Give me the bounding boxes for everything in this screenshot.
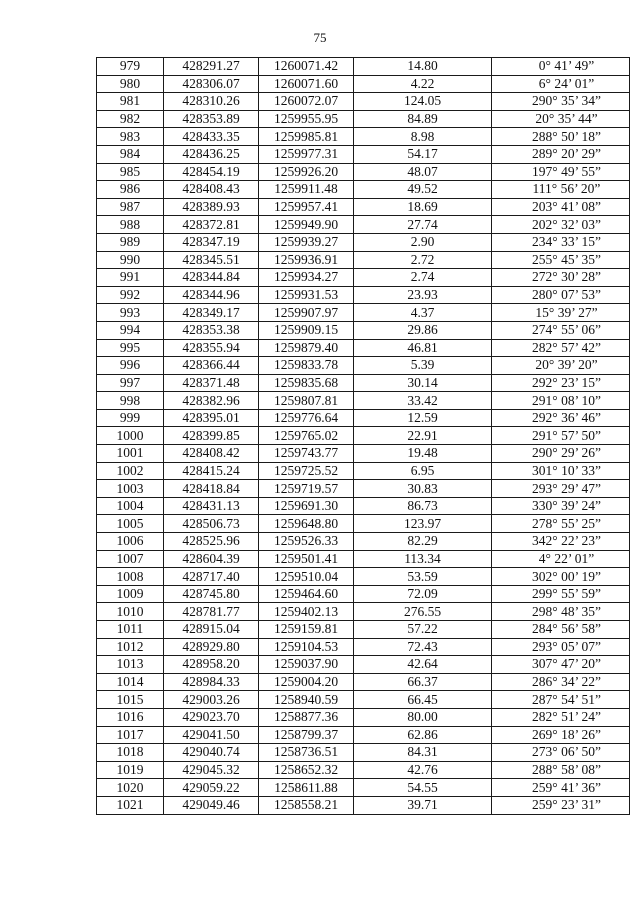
point-number-cell: 1008 (97, 568, 164, 586)
point-number-cell: 996 (97, 357, 164, 375)
x-coordinate-cell: 428415.24 (164, 462, 259, 480)
distance-cell: 46.81 (354, 339, 492, 357)
y-coordinate-cell: 1260072.07 (259, 93, 354, 111)
table-row (97, 480, 630, 498)
table-row (97, 533, 630, 551)
point-number-cell: 985 (97, 163, 164, 181)
y-coordinate-cell: 1258558.21 (259, 796, 354, 814)
y-coordinate-cell: 1259464.60 (259, 585, 354, 603)
bearing-angle-cell: 292° 23’ 15” (492, 374, 630, 392)
bearing-angle-cell: 288° 58’ 08” (492, 761, 630, 779)
y-coordinate-cell: 1259879.40 (259, 339, 354, 357)
table-row (97, 497, 630, 515)
point-number-cell: 1017 (97, 726, 164, 744)
point-number-cell: 1019 (97, 761, 164, 779)
y-coordinate-cell: 1259765.02 (259, 427, 354, 445)
point-number-cell: 1001 (97, 445, 164, 463)
distance-cell: 86.73 (354, 497, 492, 515)
coordinates-table-body (97, 58, 630, 815)
x-coordinate-cell: 428371.48 (164, 374, 259, 392)
x-coordinate-cell: 428395.01 (164, 409, 259, 427)
point-number-cell: 995 (97, 339, 164, 357)
distance-cell: 42.64 (354, 656, 492, 674)
y-coordinate-cell: 1258877.36 (259, 708, 354, 726)
point-number-cell: 997 (97, 374, 164, 392)
bearing-angle-cell: 278° 55’ 25” (492, 515, 630, 533)
bearing-angle-cell: 20° 35’ 44” (492, 110, 630, 128)
x-coordinate-cell: 429045.32 (164, 761, 259, 779)
x-coordinate-cell: 428984.33 (164, 673, 259, 691)
y-coordinate-cell: 1259648.80 (259, 515, 354, 533)
point-number-cell: 982 (97, 110, 164, 128)
table-row (97, 75, 630, 93)
point-number-cell: 991 (97, 269, 164, 287)
point-number-cell: 998 (97, 392, 164, 410)
point-number-cell: 1006 (97, 533, 164, 551)
x-coordinate-cell: 428408.42 (164, 445, 259, 463)
y-coordinate-cell: 1259939.27 (259, 233, 354, 251)
x-coordinate-cell: 428436.25 (164, 145, 259, 163)
table-row (97, 233, 630, 251)
distance-cell: 53.59 (354, 568, 492, 586)
y-coordinate-cell: 1259501.41 (259, 550, 354, 568)
bearing-angle-cell: 298° 48’ 35” (492, 603, 630, 621)
table-row (97, 445, 630, 463)
y-coordinate-cell: 1259931.53 (259, 286, 354, 304)
distance-cell: 49.52 (354, 181, 492, 199)
point-number-cell: 986 (97, 181, 164, 199)
page-number: 75 (313, 30, 327, 45)
x-coordinate-cell: 428353.38 (164, 321, 259, 339)
point-number-cell: 1021 (97, 796, 164, 814)
table-row (97, 673, 630, 691)
bearing-angle-cell: 269° 18’ 26” (492, 726, 630, 744)
bearing-angle-cell: 273° 06’ 50” (492, 744, 630, 762)
bearing-angle-cell: 259° 41’ 36” (492, 779, 630, 797)
bearing-angle-cell: 259° 23’ 31” (492, 796, 630, 814)
y-coordinate-cell: 1259691.30 (259, 497, 354, 515)
y-coordinate-cell: 1259911.48 (259, 181, 354, 199)
bearing-angle-cell: 0° 41’ 49” (492, 58, 630, 76)
y-coordinate-cell: 1259526.33 (259, 533, 354, 551)
x-coordinate-cell: 428399.85 (164, 427, 259, 445)
bearing-angle-cell: 202° 32’ 03” (492, 216, 630, 234)
point-number-cell: 1003 (97, 480, 164, 498)
x-coordinate-cell: 428431.13 (164, 497, 259, 515)
table-row (97, 726, 630, 744)
point-number-cell: 1005 (97, 515, 164, 533)
table-row (97, 585, 630, 603)
y-coordinate-cell: 1258652.32 (259, 761, 354, 779)
table-row (97, 796, 630, 814)
table-row (97, 656, 630, 674)
table-row (97, 128, 630, 146)
bearing-angle-cell: 342° 22’ 23” (492, 533, 630, 551)
x-coordinate-cell: 428353.89 (164, 110, 259, 128)
y-coordinate-cell: 1259807.81 (259, 392, 354, 410)
y-coordinate-cell: 1259037.90 (259, 656, 354, 674)
x-coordinate-cell: 428408.43 (164, 181, 259, 199)
point-number-cell: 1018 (97, 744, 164, 762)
x-coordinate-cell: 428347.19 (164, 233, 259, 251)
distance-cell: 19.48 (354, 445, 492, 463)
distance-cell: 42.76 (354, 761, 492, 779)
bearing-angle-cell: 330° 39’ 24” (492, 497, 630, 515)
bearing-angle-cell: 302° 00’ 19” (492, 568, 630, 586)
distance-cell: 276.55 (354, 603, 492, 621)
table-row (97, 198, 630, 216)
distance-cell: 72.09 (354, 585, 492, 603)
bearing-angle-cell: 301° 10’ 33” (492, 462, 630, 480)
x-coordinate-cell: 428525.96 (164, 533, 259, 551)
distance-cell: 57.22 (354, 621, 492, 639)
table-row (97, 374, 630, 392)
bearing-angle-cell: 307° 47’ 20” (492, 656, 630, 674)
bearing-angle-cell: 280° 07’ 53” (492, 286, 630, 304)
distance-cell: 30.83 (354, 480, 492, 498)
table-row (97, 568, 630, 586)
x-coordinate-cell: 429049.46 (164, 796, 259, 814)
table-row (97, 269, 630, 287)
table-row (97, 761, 630, 779)
point-number-cell: 1015 (97, 691, 164, 709)
distance-cell: 2.90 (354, 233, 492, 251)
y-coordinate-cell: 1259909.15 (259, 321, 354, 339)
point-number-cell: 1011 (97, 621, 164, 639)
table-row (97, 427, 630, 445)
table-row (97, 93, 630, 111)
bearing-angle-cell: 287° 54’ 51” (492, 691, 630, 709)
bearing-angle-cell: 274° 55’ 06” (492, 321, 630, 339)
point-number-cell: 1000 (97, 427, 164, 445)
table-row (97, 392, 630, 410)
point-number-cell: 1016 (97, 708, 164, 726)
bearing-angle-cell: 203° 41’ 08” (492, 198, 630, 216)
y-coordinate-cell: 1259510.04 (259, 568, 354, 586)
distance-cell: 54.17 (354, 145, 492, 163)
distance-cell: 72.43 (354, 638, 492, 656)
table-row (97, 181, 630, 199)
distance-cell: 6.95 (354, 462, 492, 480)
bearing-angle-cell: 293° 05’ 07” (492, 638, 630, 656)
point-number-cell: 1009 (97, 585, 164, 603)
x-coordinate-cell: 428781.77 (164, 603, 259, 621)
y-coordinate-cell: 1259957.41 (259, 198, 354, 216)
x-coordinate-cell: 429023.70 (164, 708, 259, 726)
table-row (97, 163, 630, 181)
bearing-angle-cell: 272° 30’ 28” (492, 269, 630, 287)
x-coordinate-cell: 428344.84 (164, 269, 259, 287)
distance-cell: 54.55 (354, 779, 492, 797)
distance-cell: 29.86 (354, 321, 492, 339)
x-coordinate-cell: 428745.80 (164, 585, 259, 603)
table-row (97, 638, 630, 656)
bearing-angle-cell: 284° 56’ 58” (492, 621, 630, 639)
table-row (97, 462, 630, 480)
x-coordinate-cell: 428506.73 (164, 515, 259, 533)
bearing-angle-cell: 282° 57’ 42” (492, 339, 630, 357)
y-coordinate-cell: 1259776.64 (259, 409, 354, 427)
table-row (97, 321, 630, 339)
table-row (97, 550, 630, 568)
distance-cell: 80.00 (354, 708, 492, 726)
table-row (97, 286, 630, 304)
table-row (97, 145, 630, 163)
x-coordinate-cell: 428433.35 (164, 128, 259, 146)
x-coordinate-cell: 428344.96 (164, 286, 259, 304)
x-coordinate-cell: 429040.74 (164, 744, 259, 762)
point-number-cell: 987 (97, 198, 164, 216)
bearing-angle-cell: 291° 57’ 50” (492, 427, 630, 445)
y-coordinate-cell: 1260071.42 (259, 58, 354, 76)
x-coordinate-cell: 429041.50 (164, 726, 259, 744)
x-coordinate-cell: 428366.44 (164, 357, 259, 375)
point-number-cell: 992 (97, 286, 164, 304)
point-number-cell: 983 (97, 128, 164, 146)
table-row (97, 744, 630, 762)
point-number-cell: 989 (97, 233, 164, 251)
table-row (97, 603, 630, 621)
distance-cell: 62.86 (354, 726, 492, 744)
bearing-angle-cell: 293° 29’ 47” (492, 480, 630, 498)
x-coordinate-cell: 428306.07 (164, 75, 259, 93)
x-coordinate-cell: 429003.26 (164, 691, 259, 709)
table-row (97, 339, 630, 357)
bearing-angle-cell: 292° 36’ 46” (492, 409, 630, 427)
y-coordinate-cell: 1259833.78 (259, 357, 354, 375)
distance-cell: 12.59 (354, 409, 492, 427)
bearing-angle-cell: 299° 55’ 59” (492, 585, 630, 603)
point-number-cell: 1013 (97, 656, 164, 674)
x-coordinate-cell: 428958.20 (164, 656, 259, 674)
table-row (97, 621, 630, 639)
distance-cell: 123.97 (354, 515, 492, 533)
x-coordinate-cell: 428345.51 (164, 251, 259, 269)
y-coordinate-cell: 1259402.13 (259, 603, 354, 621)
bearing-angle-cell: 6° 24’ 01” (492, 75, 630, 93)
distance-cell: 33.42 (354, 392, 492, 410)
distance-cell: 113.34 (354, 550, 492, 568)
x-coordinate-cell: 428389.93 (164, 198, 259, 216)
y-coordinate-cell: 1259743.77 (259, 445, 354, 463)
bearing-angle-cell: 290° 29’ 26” (492, 445, 630, 463)
distance-cell: 124.05 (354, 93, 492, 111)
bearing-angle-cell: 288° 50’ 18” (492, 128, 630, 146)
table-row (97, 515, 630, 533)
distance-cell: 66.37 (354, 673, 492, 691)
distance-cell: 2.74 (354, 269, 492, 287)
y-coordinate-cell: 1259719.57 (259, 480, 354, 498)
point-number-cell: 1010 (97, 603, 164, 621)
bearing-angle-cell: 4° 22’ 01” (492, 550, 630, 568)
bearing-angle-cell: 282° 51’ 24” (492, 708, 630, 726)
y-coordinate-cell: 1259159.81 (259, 621, 354, 639)
point-number-cell: 981 (97, 93, 164, 111)
table-row (97, 357, 630, 375)
distance-cell: 8.98 (354, 128, 492, 146)
y-coordinate-cell: 1259725.52 (259, 462, 354, 480)
y-coordinate-cell: 1259949.90 (259, 216, 354, 234)
point-number-cell: 988 (97, 216, 164, 234)
point-number-cell: 1020 (97, 779, 164, 797)
y-coordinate-cell: 1259835.68 (259, 374, 354, 392)
distance-cell: 4.37 (354, 304, 492, 322)
table-row (97, 251, 630, 269)
table-row (97, 409, 630, 427)
distance-cell: 84.31 (354, 744, 492, 762)
bearing-angle-cell: 290° 35’ 34” (492, 93, 630, 111)
x-coordinate-cell: 428349.17 (164, 304, 259, 322)
table-row (97, 110, 630, 128)
bearing-angle-cell: 289° 20’ 29” (492, 145, 630, 163)
distance-cell: 23.93 (354, 286, 492, 304)
x-coordinate-cell: 428454.19 (164, 163, 259, 181)
bearing-angle-cell: 15° 39’ 27” (492, 304, 630, 322)
point-number-cell: 1012 (97, 638, 164, 656)
y-coordinate-cell: 1259955.95 (259, 110, 354, 128)
x-coordinate-cell: 428929.80 (164, 638, 259, 656)
point-number-cell: 980 (97, 75, 164, 93)
point-number-cell: 993 (97, 304, 164, 322)
point-number-cell: 979 (97, 58, 164, 76)
bearing-angle-cell: 20° 39’ 20” (492, 357, 630, 375)
y-coordinate-cell: 1258736.51 (259, 744, 354, 762)
bearing-angle-cell: 234° 33’ 15” (492, 233, 630, 251)
x-coordinate-cell: 428915.04 (164, 621, 259, 639)
point-number-cell: 1004 (97, 497, 164, 515)
point-number-cell: 1002 (97, 462, 164, 480)
x-coordinate-cell: 428717.40 (164, 568, 259, 586)
table-row (97, 304, 630, 322)
x-coordinate-cell: 428291.27 (164, 58, 259, 76)
table-row (97, 779, 630, 797)
distance-cell: 2.72 (354, 251, 492, 269)
point-number-cell: 999 (97, 409, 164, 427)
x-coordinate-cell: 428310.26 (164, 93, 259, 111)
y-coordinate-cell: 1258611.88 (259, 779, 354, 797)
distance-cell: 82.29 (354, 533, 492, 551)
x-coordinate-cell: 428604.39 (164, 550, 259, 568)
distance-cell: 22.91 (354, 427, 492, 445)
distance-cell: 18.69 (354, 198, 492, 216)
table-row (97, 216, 630, 234)
distance-cell: 48.07 (354, 163, 492, 181)
distance-cell: 14.80 (354, 58, 492, 76)
point-number-cell: 1007 (97, 550, 164, 568)
coordinates-table (96, 57, 630, 815)
y-coordinate-cell: 1260071.60 (259, 75, 354, 93)
bearing-angle-cell: 197° 49’ 55” (492, 163, 630, 181)
x-coordinate-cell: 428355.94 (164, 339, 259, 357)
point-number-cell: 984 (97, 145, 164, 163)
table-row (97, 708, 630, 726)
x-coordinate-cell: 428418.84 (164, 480, 259, 498)
y-coordinate-cell: 1259004.20 (259, 673, 354, 691)
y-coordinate-cell: 1258940.59 (259, 691, 354, 709)
bearing-angle-cell: 111° 56’ 20” (492, 181, 630, 199)
distance-cell: 5.39 (354, 357, 492, 375)
y-coordinate-cell: 1259907.97 (259, 304, 354, 322)
point-number-cell: 994 (97, 321, 164, 339)
x-coordinate-cell: 428372.81 (164, 216, 259, 234)
y-coordinate-cell: 1259934.27 (259, 269, 354, 287)
distance-cell: 30.14 (354, 374, 492, 392)
point-number-cell: 1014 (97, 673, 164, 691)
distance-cell: 4.22 (354, 75, 492, 93)
table-row (97, 691, 630, 709)
bearing-angle-cell: 255° 45’ 35” (492, 251, 630, 269)
distance-cell: 27.74 (354, 216, 492, 234)
bearing-angle-cell: 291° 08’ 10” (492, 392, 630, 410)
y-coordinate-cell: 1259936.91 (259, 251, 354, 269)
x-coordinate-cell: 429059.22 (164, 779, 259, 797)
bearing-angle-cell: 286° 34’ 22” (492, 673, 630, 691)
y-coordinate-cell: 1259985.81 (259, 128, 354, 146)
distance-cell: 66.45 (354, 691, 492, 709)
distance-cell: 39.71 (354, 796, 492, 814)
y-coordinate-cell: 1258799.37 (259, 726, 354, 744)
y-coordinate-cell: 1259977.31 (259, 145, 354, 163)
x-coordinate-cell: 428382.96 (164, 392, 259, 410)
table-row (97, 58, 630, 76)
point-number-cell: 990 (97, 251, 164, 269)
y-coordinate-cell: 1259104.53 (259, 638, 354, 656)
distance-cell: 84.89 (354, 110, 492, 128)
y-coordinate-cell: 1259926.20 (259, 163, 354, 181)
